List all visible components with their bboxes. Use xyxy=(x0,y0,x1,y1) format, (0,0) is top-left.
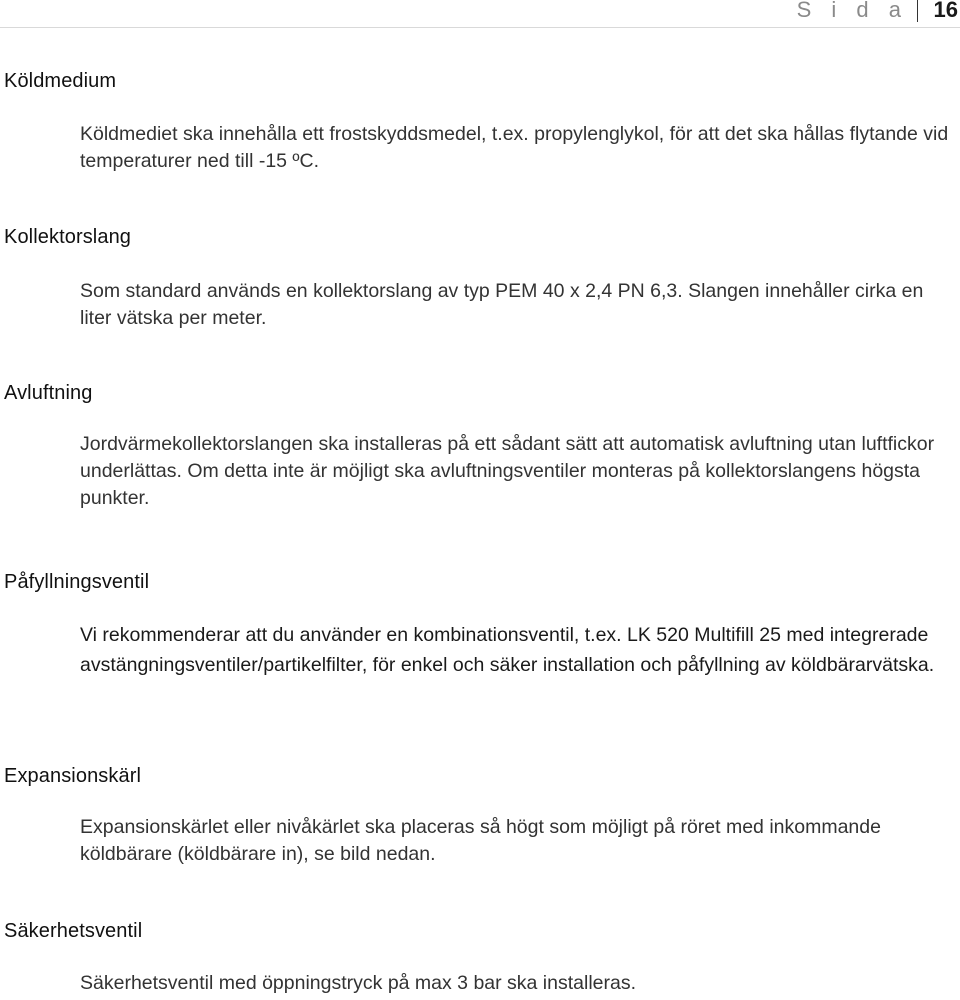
section-paragraph: Expansionskärlet eller nivåkärlet ska placeras så högt som möjligt på röret med inkommande köldbärare (köldbärare in), se bild nedan. xyxy=(80,816,881,865)
section-heading: Expansionskärl xyxy=(4,765,142,787)
section-heading: Kollektorslang xyxy=(4,226,132,248)
section-paragraph: Som standard används en kollektorslang av typ PEM 40 x 2,4 PN 6,3. Slangen innehåller cirka en liter vätska per meter. xyxy=(80,280,924,329)
section-paragraph: Vi rekommenderar att du använder en kombinationsventil, t.ex. LK 520 Multifill 25 med integrerade avstängningsventiler/partikelfilter, för enkel och säker installation och påfyllning av köldbärarvätska. xyxy=(80,624,935,676)
section-paragraph: Köldmediet ska innehålla ett frostskyddsmedel, t.ex. propylenglykol, för att det ska hållas flytande vid temperaturer ned till -15 ºC. xyxy=(80,123,949,172)
page-label: S i d a xyxy=(796,0,908,22)
section-heading: Påfyllningsventil xyxy=(4,571,150,593)
section-heading: Säkerhetsventil xyxy=(4,920,143,942)
page-number: 16 xyxy=(933,0,958,22)
page-header xyxy=(0,0,960,28)
section-heading: Köldmedium xyxy=(4,70,117,92)
section-heading: Avluftning xyxy=(4,382,93,404)
section-paragraph: Säkerhetsventil med öppningstryck på max 3 bar ska installeras. xyxy=(80,972,637,994)
page-separator xyxy=(917,0,918,22)
section-paragraph: Jordvärmekollektorslangen ska installeras på ett sådant sätt att automatisk avluftning utan luftfickor underlättas. Om detta inte är möjligt ska avluftningsventiler monteras på kollektorslangens högsta punkter. xyxy=(80,433,935,509)
